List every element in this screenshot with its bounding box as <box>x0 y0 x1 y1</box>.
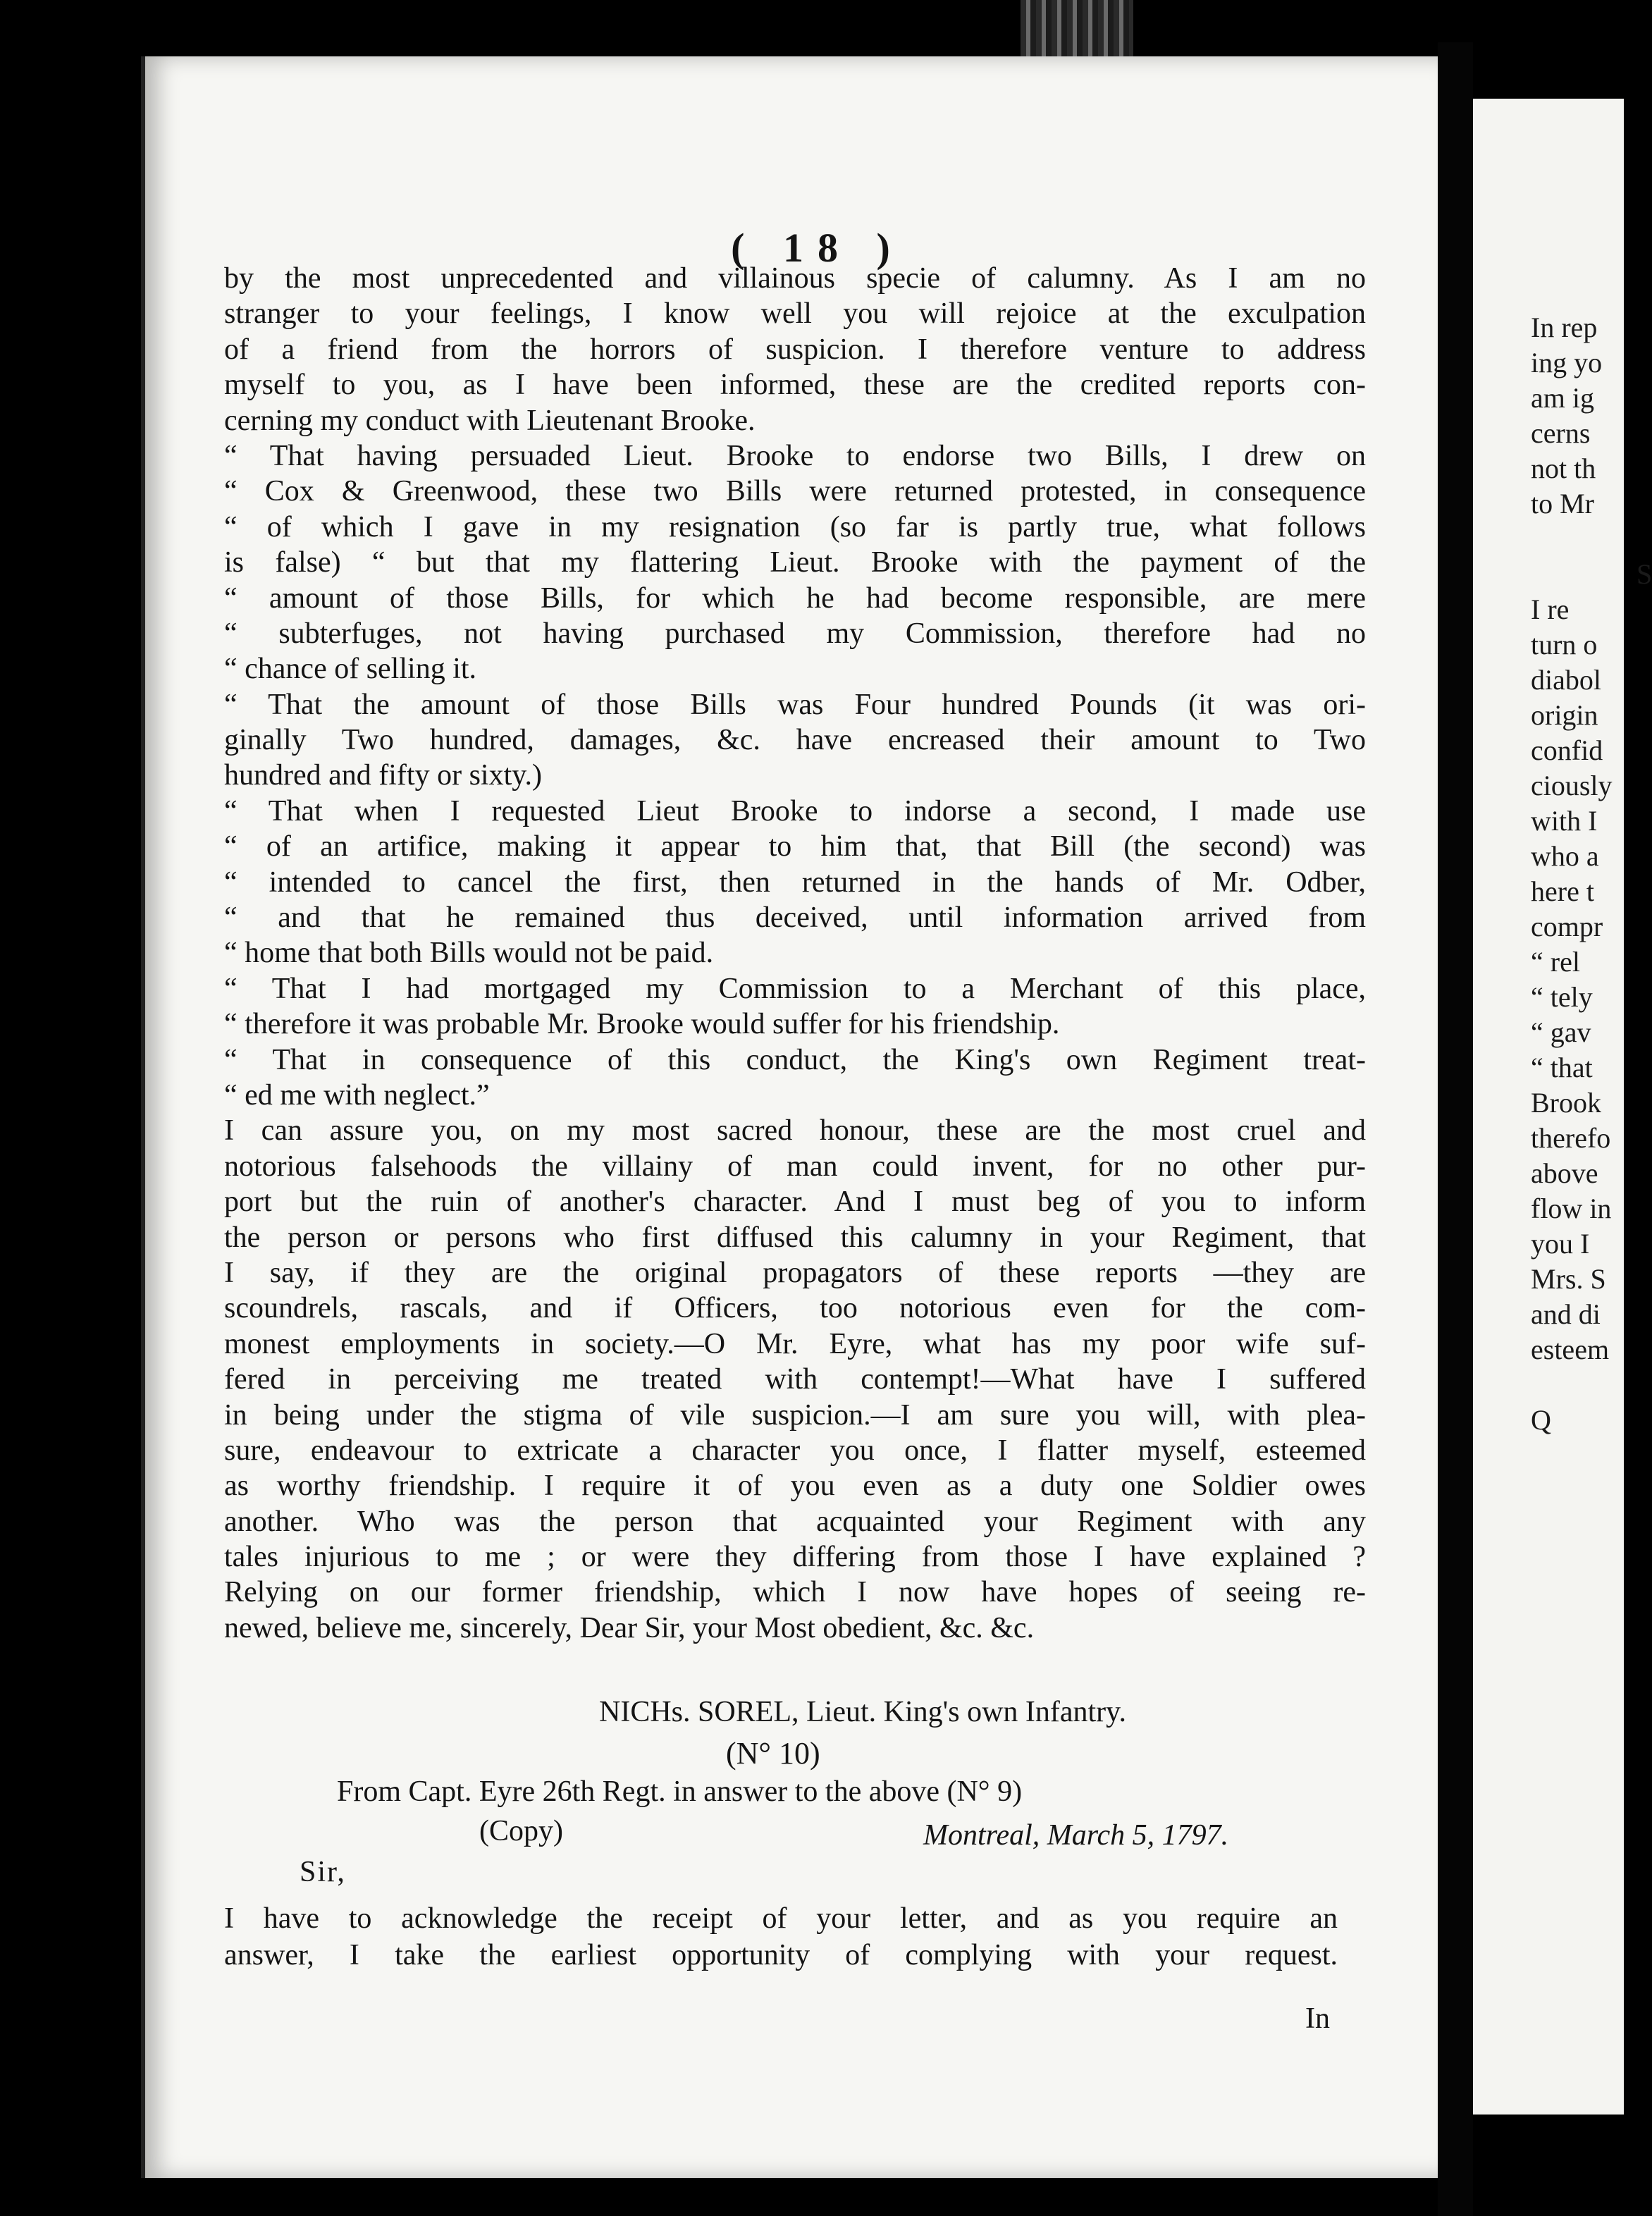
facing-page-fragment: origin <box>1531 699 1598 731</box>
letter-heading: From Capt. Eyre 26th Regt. in answer to the above (N° 9) <box>337 1775 1023 1808</box>
facing-page-fragment: Q <box>1531 1404 1551 1436</box>
facing-page-fragment: cerns <box>1531 417 1591 449</box>
letter-line: “ chance of selling it. <box>224 653 477 686</box>
letter-line: “ subterfuges, not having purchased my Commission, therefore had no <box>224 617 1366 650</box>
letter-line: “ That having persuaded Lieut. Brooke to endorse two Bills, I drew on <box>224 439 1366 472</box>
facing-page-fragment: “ gav <box>1531 1016 1591 1048</box>
letter-line: “ Cox & Greenwood, these two Bills were returned protested, in consequence <box>224 475 1366 508</box>
page-number: ( 18 ) <box>731 225 904 271</box>
letter-line: monest employments in society.—O Mr. Eyre, what has my poor wife suf- <box>224 1327 1366 1360</box>
facing-page-fragment: confid <box>1531 734 1603 766</box>
facing-page-fragment: not th <box>1531 453 1596 484</box>
facing-page-fragment: who a <box>1531 840 1599 872</box>
facing-page-fragment: turn o <box>1531 629 1598 660</box>
letter-line: Relying on our former friendship, which I now have hopes of seeing re- <box>224 1576 1366 1609</box>
facing-page-fragment: above <box>1531 1157 1598 1189</box>
letter-line: notorious falsehoods the villainy of man could invent, for no other pur- <box>224 1150 1366 1183</box>
reply-line: I have to acknowledge the receipt of your letter, and as you require an <box>224 1902 1338 1935</box>
facing-page-fragment: “ that <box>1531 1052 1593 1083</box>
letter-line: “ of which I gave in my resignation (so far is partly true, what follows <box>224 510 1366 543</box>
facing-page-fragment: Mrs. S <box>1531 1263 1606 1295</box>
facing-page-fragment: I re <box>1531 593 1570 625</box>
facing-page-fragment: here t <box>1531 875 1594 907</box>
facing-page-fragment: flow in <box>1531 1193 1612 1224</box>
letter-line: “ That I had mortgaged my Commission to a Merchant of this place, <box>224 972 1366 1005</box>
letter-line: sure, endeavour to extricate a character you once, I flatter myself, esteemed <box>224 1434 1366 1467</box>
letter-line: cerning my conduct with Lieutenant Brooke. <box>224 404 756 437</box>
facing-page-fragment: In rep <box>1531 312 1598 343</box>
salutation: Sir, <box>300 1856 346 1888</box>
letter-line: I can assure you, on my most sacred honour, these are the most cruel and <box>224 1114 1366 1147</box>
letter-line: “ of an artifice, making it appear to him that, that Bill (the second) was <box>224 830 1366 863</box>
letter-line: fered in perceiving me treated with contempt!—What have I suffered <box>224 1363 1366 1396</box>
facing-page-fragment: “ rel <box>1531 946 1580 978</box>
scan-edge-strip <box>1021 0 1133 63</box>
letter-line: “ therefore it was probable Mr. Brooke would suffer for his friendship. <box>224 1008 1060 1041</box>
facing-page-fragment: am ig <box>1531 382 1594 414</box>
letter-number: (N° 10) <box>726 1736 820 1771</box>
letter-line: newed, believe me, sincerely, Dear Sir, your Most obedient, &c. &c. <box>224 1611 1035 1644</box>
letter-line: stranger to your feelings, I know well you will rejoice at the exculpation <box>224 297 1366 331</box>
facing-page-fragment: ing yo <box>1531 347 1603 378</box>
letter-line: as worthy friendship. I require it of you even as a duty one Soldier owes <box>224 1470 1366 1503</box>
letter-line: I say, if they are the original propagators of these reports —they are <box>224 1256 1366 1289</box>
copy-label: (Copy) <box>479 1815 563 1847</box>
letter-line: “ ed me with neglect.” <box>224 1078 490 1112</box>
facing-page-fragment: you I <box>1531 1228 1590 1260</box>
reply-line: answer, I take the earliest opportunity of complying with your request. <box>224 1939 1338 1971</box>
letter-line: scoundrels, rascals, and if Officers, too notorious even for the com- <box>224 1292 1366 1325</box>
letter-line: hundred and fifty or sixty.) <box>224 759 543 792</box>
facing-page-fragment: ciously <box>1531 770 1613 801</box>
letter-line: “ amount of those Bills, for which he had become responsible, are mere <box>224 581 1366 615</box>
facing-page-text <box>1531 310 1652 1438</box>
signature: NICHs. SOREL, Lieut. King's own Infantry. <box>599 1696 1126 1728</box>
letter-line: “ That when I requested Lieut Brooke to indorse a second, I made use <box>224 794 1366 827</box>
letter-line: port but the ruin of another's character. And I must beg of you to inform <box>224 1186 1366 1219</box>
facing-page-fragment <box>1531 522 1652 557</box>
facing-page-fragment: compr <box>1531 911 1603 942</box>
facing-page-fragment: to Mr <box>1531 488 1594 519</box>
letter-line: “ That the amount of those Bills was Four hundred Pounds (it was ori- <box>224 688 1366 721</box>
letter-body <box>224 261 1366 1646</box>
letter-line: in being under the stigma of vile suspicion.—I am sure you will, with plea- <box>224 1398 1366 1432</box>
catchword: In <box>1305 2002 1330 2035</box>
book-gutter <box>1438 42 1473 2216</box>
letter-line: is false) “ but that my flattering Lieut. Brooke with the payment of the <box>224 546 1366 579</box>
letter-line: “ home that both Bills would not be paid. <box>224 937 714 970</box>
facing-page-fragment: esteem <box>1531 1334 1610 1365</box>
letter-line: tales injurious to me ; or were they differing from those I have explained ? <box>224 1541 1366 1574</box>
letter-line: another. Who was the person that acquainted your Regiment with any <box>224 1505 1366 1538</box>
letter-line: by the most unprecedented and villainous specie of calumny. As I am no <box>224 262 1366 295</box>
letter-line: myself to you, as I have been informed, these are the credited reports con- <box>224 369 1366 402</box>
letter-line: “ intended to cancel the first, then returned in the hands of Mr. Odber, <box>224 866 1366 899</box>
facing-page-fragment: diabol <box>1531 664 1601 696</box>
facing-page-fragment <box>1531 1367 1652 1403</box>
facing-page-fragment: with I <box>1531 805 1598 837</box>
facing-page-fragment: and di <box>1531 1298 1601 1330</box>
reply-body <box>224 1900 1338 1974</box>
letter-line: of a friend from the horrors of suspicion. I therefore venture to address <box>224 333 1366 366</box>
letter-line: ginally Two hundred, damages, &c. have encreased their amount to Two <box>224 724 1366 757</box>
facing-page-fragment: S <box>1636 558 1652 590</box>
facing-page-fragment: therefo <box>1531 1122 1611 1154</box>
letter-line: “ and that he remained thus deceived, until information arrived from <box>224 901 1366 935</box>
letter-line: “ That in consequence of this conduct, the King's own Regiment treat- <box>224 1043 1366 1076</box>
letter-line: the person or persons who first diffused this calumny in your Regiment, that <box>224 1221 1366 1254</box>
dateline: Montreal, March 5, 1797. <box>923 1819 1229 1852</box>
facing-page-fragment: Brook <box>1531 1087 1601 1119</box>
facing-page-fragment: “ tely <box>1531 981 1593 1013</box>
